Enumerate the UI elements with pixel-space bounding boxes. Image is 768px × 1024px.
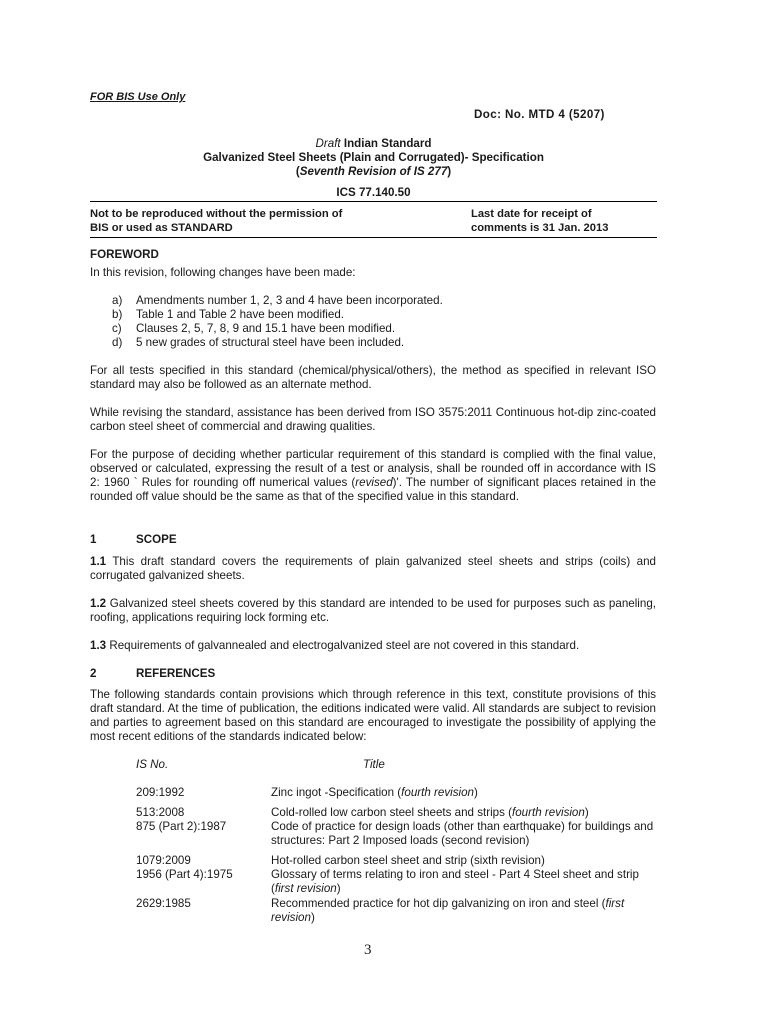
reference-title: Code of practice for design loads (other than earthquake) for buildings and structures: Part 2 Imposed loads (second revision)	[271, 820, 654, 847]
document-title: Galvanized Steel Sheets (Plain and Corrugated)- Specification	[203, 151, 544, 164]
comments-deadline: Last date for receipt of comments is 31 Jan. 2013	[471, 208, 609, 234]
change-item: d) 5 new grades of structural steel have been included.	[112, 336, 405, 349]
bottom-rule	[90, 237, 657, 238]
references-heading: REFERENCES	[136, 667, 216, 680]
reference-code: 513:2008	[136, 806, 185, 819]
reference-code: 1079:2009	[136, 854, 191, 867]
indian-standard-label: Indian Standard	[340, 137, 432, 150]
reproduction-notice: Not to be reproduced without the permission of BIS or used as STANDARD	[90, 208, 343, 234]
reference-code: 2629:1985	[136, 897, 191, 910]
reference-title: Zinc ingot -Specification (fourth revision)	[271, 786, 478, 799]
clause-1-2: 1.2 Galvanized steel sheets covered by this standard are intended to be used for purposes such as paneling, roofing, applications requiring lock forming etc.	[90, 597, 656, 624]
top-rule	[90, 201, 657, 202]
revision-text: Seventh Revision of IS 277	[299, 165, 448, 178]
reference-title: Hot-rolled carbon steel sheet and strip (sixth revision)	[271, 854, 545, 867]
title-column-header: Title	[363, 758, 385, 771]
is-number-column-header: IS No.	[136, 758, 169, 771]
page-number: 3	[364, 942, 372, 958]
draft-word: Draft	[315, 137, 341, 150]
reference-code: 875 (Part 2):1987	[136, 820, 227, 833]
scope-number: 1	[90, 533, 97, 546]
reference-code: 209:1992	[136, 786, 185, 799]
reference-code: 1956 (Part 4):1975	[136, 868, 233, 881]
clause-1-1: 1.1 This draft standard covers the requirements of plain galvanized steel sheets and strips (coils) and corrugated galvanized sheets.	[90, 555, 656, 582]
foreword-intro: In this revision, following changes have been made:	[90, 266, 356, 279]
change-item: a) Amendments number 1, 2, 3 and 4 have been incorporated.	[112, 294, 443, 307]
reference-title: Cold-rolled low carbon steel sheets and strips (fourth revision)	[271, 806, 589, 819]
change-item: c) Clauses 2, 5, 7, 8, 9 and 15.1 have been modified.	[112, 322, 396, 335]
ics-code: ICS 77.140.50	[336, 186, 411, 199]
change-item: b) Table 1 and Table 2 have been modified.	[112, 308, 344, 321]
foreword-heading: FOREWORD	[90, 248, 159, 261]
clause-1-3: 1.3 Requirements of galvannealed and electrogalvanized steel are not covered in this standard.	[90, 639, 580, 652]
references-number: 2	[90, 667, 97, 680]
iso-assistance-paragraph: While revising the standard, assistance has been derived from ISO 3575:2011 Continuous hot-dip zinc-coated carbon steel sheet of commercial and drawing qualities.	[90, 406, 656, 433]
bis-use-label: FOR BIS Use Only	[90, 91, 186, 103]
reference-title: Recommended practice for hot dip galvanizing on iron and steel (first revision)	[271, 897, 625, 924]
scope-heading: SCOPE	[136, 533, 177, 546]
rounding-paragraph: For the purpose of deciding whether particular requirement of this standard is complied with the final value, observed or calculated, expressing the result of a test or analysis, shall be rounded off in accordance with IS 2: 1960 ` Rules for rounding off numerical values (revised)'. The number of significant places retained in the rounded off value should be the same as that of the specified value in this standard.	[90, 448, 656, 503]
reference-title: Glossary of terms relating to iron and steel - Part 4 Steel sheet and strip (first revision)	[271, 868, 639, 895]
draft-line	[90, 137, 657, 152]
references-intro: The following standards contain provisions which through reference in this text, constitute provisions of this draft standard. At the time of publication, the editions indicated were valid. All standards are subject to revision and parties to agreement based on this standard are encouraged to investigate the possibility of applying the most recent editions of the standards indicated below:	[90, 688, 656, 743]
doc-number: Doc: No. MTD 4 (5207)	[474, 108, 605, 121]
revision-line: (Seventh Revision of IS 277)	[295, 165, 452, 178]
alternate-method-paragraph: For all tests specified in this standard (chemical/physical/others), the method as specified in relevant ISO standard may also be followed as an alternate method.	[90, 364, 656, 391]
